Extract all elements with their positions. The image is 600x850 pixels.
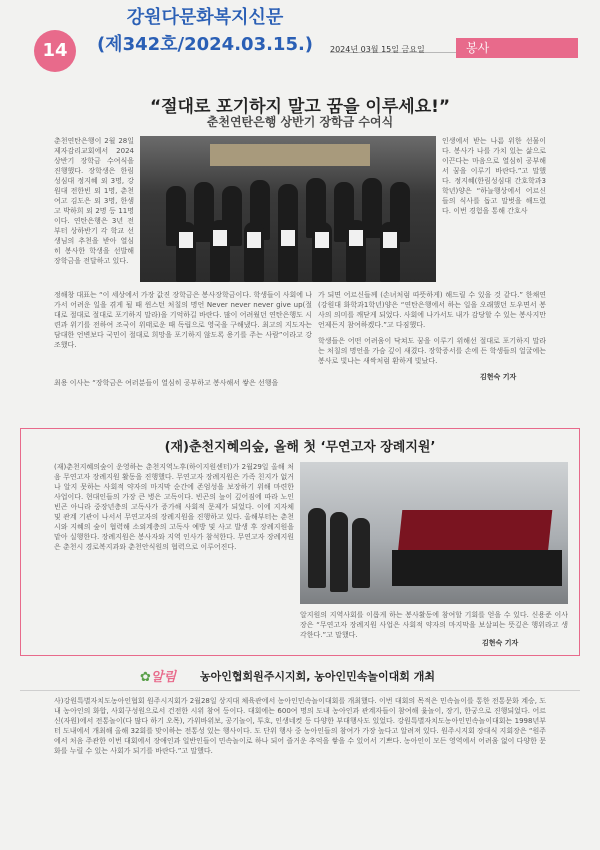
photo-person [330,512,348,592]
photo-person [352,518,370,588]
article1-subhead: 춘천연탄은행 상반기 장학금 수여식 [206,115,394,129]
masthead [90,8,320,56]
photo-banner [210,144,370,166]
article1-body-left: 정해창 대표는 “이 세상에서 가장 값진 장학금은 봉사장학금이다. 학생들이 사회에 나가서 어려운 일을 겪게 될 때 윈스턴 처칠의 명언 Never never never give up(절대로 절대로 절대로 포기하지 말라)을 기억하길 바란다. 많이 어려웠던 연탄은행도 시련과 위기를 전하여 조국이 위태로운 때 독립으로 영국을 구해냈다. 최고의 지도자는 담대한 언변보다 국민이 절대로 희망을 포기하지 않도록 용기를 주는 사람”이라고 강조했다. [54,291,312,349]
article3-body: 사)강원특별자치도농아인협회 원주시지회가 2월28일 상지대 체육관에서 농아인민속놀이대회를 개최했다. 이번 대회의 목적은 민속놀이를 통한 전통문화 계승, 도내 농아인의 화합, 사회구성원으로서 건전한 시위 참여 등이다. 대회에는 600여 명의 도내 농아인과 관계자들이 참여해 윷놀이, 장기, 한궁으로 진행되었다. 어르신(자원)에서 전통놀이(다 많다 하기 오목), 가위바위보, 공기놀이, 투호, 인생네컷 등 다양한 부대행사도 있었다. 강원특별자치도농아인민속놀이대회는 1998년부터 도내에서 개최해 올해 32회를 맞이하는 전통성 있는 행사이다. 도 단위 행사 중 농아인들의 참여가 가장 높다고 알려져 있다. 원주시지회 장대식 지회장은 “원주에서 처음 주관한 이번 대회에서 장애인과 일반인들이 민속놀이로 하나 되어 즐거운 추억을 쌓을 수 있어서 기쁘다. 농아인이 모든 영역에서 어려움 없이 다양한 문화를 누릴 수 있는 사회가 되기를 바란다.”고 말했다. [54,697,546,755]
photo-certificate [247,232,261,248]
photo-certificate [179,232,193,248]
photo-certificate [383,232,397,248]
photo-person [176,222,196,282]
masthead-issue: (제342호/2024.03.15.) [96,34,314,55]
photo-person [312,222,332,282]
masthead-title: 강원다문화복지신문 [126,7,284,28]
photo-person [244,222,264,282]
article2-right-column: 알지원의 지역사회를 이롭게 하는 봉사활동에 참여할 기회를 얻을 수 있다. 신용준 이사장은 “무연고자 장례지원 사업은 사회적 약자의 마지막을 보살피는 뜻깊은 행위라고 생각한다.”고 말했다. [300,611,568,639]
page-number: 14 [34,30,76,72]
article1-body-left-2: 최용 이사는 “장학금은 여러분들이 열심히 공부하고 봉사해서 쌓은 선행을 [54,379,279,387]
photo-person [380,222,400,282]
article1-byline: 김현숙 기자 [480,373,517,381]
article2-byline: 김현숙 기자 [482,639,519,647]
article1-body-right-2: 학생들은 어떤 어려움이 닥쳐도 꿈을 이루기 위해선 절대로 포기하지 말라는 처칠의 명언을 가슴 깊이 새겼다. 장학증서를 손에 든 학생들의 얼굴에는 봉사로 빛나는 새싹처럼 환하게 빛났다. [318,337,546,365]
section-label: 봉사 [456,38,578,58]
article1-photo [140,136,436,282]
photo-certificate [213,230,227,246]
article3-divider [20,690,580,691]
photo-stand [392,550,562,586]
article3-headline: 농아인협회원주시지회, 농아인민속놀이대회 개최 [200,670,435,683]
notice-logo [140,666,176,685]
article1-body-right: 가 되면 어르신들께 (손녀처럼 따뜻하게) 해드릴 수 있을 것 같다.” 한채연(강원대 화학과1학년)양은 “연탄은행에서 하는 일을 오래했던 도우면서 봉사의 의미를 깨닫게 되었다. 사회에 나가서도 내가 감당할 수 있는 봉사지만 언제든지 참여하겠다.”고 다짐했다. [318,291,546,329]
article1-headline: “절대로 포기하지 말고 꿈을 이루세요!” [149,97,451,117]
article2-left-column: (재)춘천지혜의숲이 운영하는 춘천지역노후(하이지원센터)가 2월29일 올해 처음 무연고자 장례지원 활동을 진행했다. 무연고자 장례지원은 가족 친지가 없거나 알지 못하는 사회적 약자의 마지막 순간에 존엄성을 보장하기 위해 마련한 사업이다. 현대인들의 가장 큰 병은 고독이다. 빈곤의 늪이 깊어짐에 따라 노인빈곤 아니라 중장년층의 고독사가 증가해 사회적 문제가 되었다. 이에 지자체 및 관계 기관이 나서서 무연고자의 장례지원을 진행하고 있다. 올해부터는 춘천시와 지혜의 숲이 협력해 소외계층의 고독사 예방 및 사고 발생 후 장례지원을 맡아 실행한다. 장례지원은 봉사자와 지역 인사가 참석한다. 무연고자 장례지원은 춘천시 경로복지과와 춘천안식원의 협력으로 이루어진다. [54,463,294,551]
article2-photo [300,462,568,604]
photo-certificate [315,232,329,248]
article2-headline: (재)춘천지혜의숲, 올해 첫 ‘무연고자 장례지원’ [164,440,436,455]
photo-coffin [398,510,553,554]
notice-logo-mark: ✿ [140,670,151,685]
photo-certificate [349,230,363,246]
notice-logo-text: 알림 [150,670,177,685]
header-date: 2024년 03월 15일 금요일 [330,45,425,54]
photo-person [308,508,326,588]
article1-right-column: 인생에서 받는 나름 위한 선물이다. 봉사가 나를 가치 있는 삶으로 이끈다는 마음으로 열심히 공부해서 꿈을 이루기 바란다.”고 말했다. 정지혜(한림성심대 간호학과3학년)양은 “하늘행상에서 어르신들의 식사를 돕고 말벗을 해드렸다. 이번 경험을 통해 간호사 [442,137,546,215]
photo-certificate [281,230,295,246]
article1-left-column: 춘천연탄은행이 2월 28일 제자감리교회에서 2024 상반기 장학금 수여식을 진행했다. 장학생은 한림성심대 정지혜 외 3명, 강원대 전한빈 외 1명, 춘천여고 김도은 외 3명, 한샘고 박하희 외 2명 등 11명이다. 연탄은행은 3년 전부터 상하반기 각 학교 선생님의 추천을 받아 열심히 봉사한 학생을 선발해 장학금을 전달하고 있다. [54,137,134,265]
